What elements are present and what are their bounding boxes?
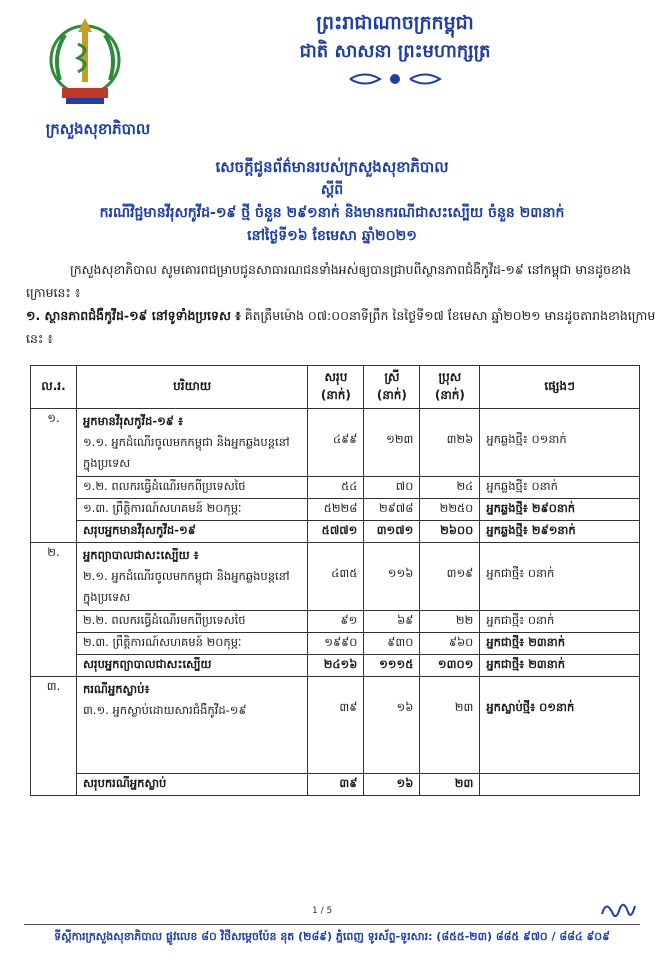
table-row <box>31 633 640 655</box>
cell-total: ១៩៩០ <box>308 633 364 655</box>
cell-total: ២៤១៦ <box>308 655 364 677</box>
title-subject-label: ស្តីពី <box>320 182 344 198</box>
cell-female: ១៦ <box>364 677 420 774</box>
section-1-text: គិតត្រឹមម៉ោង ០៧:០០នាទីព្រឹក នៃថ្ងៃទី១៧ ខែមេសា ឆ្នាំ២០២១ មានដូចតារាងខាងក្រោមនេះ ៖ <box>26 308 656 346</box>
table-row <box>31 611 640 633</box>
national-motto: ជាតិ សាសនា ព្រះមហាក្សត្រ <box>299 41 491 62</box>
cell-male: ២៣ <box>420 677 480 774</box>
signature-mark-icon <box>598 898 638 924</box>
col-header-description: បរិយាយ <box>76 366 307 409</box>
footer-address: ទីស្តីការក្រសួងសុខាភិបាល ផ្លូវលេខ ៨០ វិថីសម្តេចប៉ែន នុត (២៨៩) ភ្នំពេញ ទូរស័ព្ទ-ទូរសារ: (៨៥៥-២៣) ៨៨៥ ៩៧០ / ៨៨៤ ៩០៩ <box>54 930 610 943</box>
cell-other: អ្នកឆ្លងថ្មី៖ ២៩០នាក់ <box>480 499 640 521</box>
table-row <box>31 409 640 477</box>
cell-male: ៣១៩ <box>420 543 480 611</box>
page-number: 1 / 5 <box>312 906 333 916</box>
cell-other: អ្នកឆ្លងថ្មី៖ ២៩១នាក់ <box>480 521 640 543</box>
cell-total: ៥៧៧១ <box>308 521 364 543</box>
cell-male: ៩៦០ <box>420 633 480 655</box>
table-total-row <box>31 521 640 543</box>
ornament-divider-icon <box>330 68 460 90</box>
col-header-male: ប្រុស (នាក់) <box>420 366 480 409</box>
group-title: ករណីអ្នកស្លាប់៖ <box>82 682 150 696</box>
covid-stats-table <box>30 365 640 796</box>
cell-total: ៣៩ <box>308 677 364 774</box>
cell-total: ៤៣៥ <box>308 543 364 611</box>
cell-other <box>480 774 640 796</box>
cell-female: ២៩៧៨ <box>364 499 420 521</box>
cell-description <box>76 543 307 611</box>
row-description: ២.១. អ្នកដំណើរចូលមកកម្ពុជា និងអ្នកឆ្លងបន្តនៅក្នុងប្រទេស <box>82 569 290 604</box>
cell-other: អ្នកជាថ្មី៖ ០នាក់ <box>480 543 640 611</box>
title-subject: ករណីវិជ្ជមានវីរុសកូវីដ-១៩ ថ្មី ចំនួន ២៩១នាក់ និងមានករណីជាសះស្បើយ ចំនួន ២៣នាក់ <box>99 205 565 221</box>
group-number: ២. <box>31 543 77 677</box>
table-total-row <box>31 774 640 796</box>
row-description: សរុបអ្នកមានវីរុសកូវីដ-១៩ <box>76 521 307 543</box>
cell-other: អ្នកឆ្លងថ្មី៖ ០នាក់ <box>480 477 640 499</box>
cell-description <box>76 677 307 774</box>
section-1-heading: ១. ស្ថានភាពជំងឺកូវីដ-១៩ នៅទូទាំងប្រទេស ៖ <box>26 308 241 323</box>
row-description: ១.២. ពលករធ្វើដំណើរមកពីប្រទេសថៃ <box>76 477 307 499</box>
ministry-logo <box>40 10 130 110</box>
press-release-title: សេចក្តីជូនព័ត៌មានរបស់ក្រសួងសុខាភិបាល <box>215 158 449 176</box>
cell-female: ១២៣ <box>364 409 420 477</box>
table-total-row <box>31 655 640 677</box>
cell-female: ៧០ <box>364 477 420 499</box>
cell-male: ៣២៦ <box>420 409 480 477</box>
cell-description <box>76 409 307 477</box>
col-header-other: ផ្សេងៗ <box>480 366 640 409</box>
col-header-female: ស្រី (នាក់) <box>364 366 420 409</box>
group-number: ១. <box>31 409 77 543</box>
footer-divider <box>24 924 640 925</box>
row-description: ១.១. អ្នកដំណើរចូលមកកម្ពុជា និងអ្នកឆ្លងបន្តនៅក្នុងប្រទេស <box>82 435 290 470</box>
cell-other: អ្នកជាថ្មី៖ ២៣នាក់ <box>480 655 640 677</box>
col-header-total: សរុប (នាក់) <box>308 366 364 409</box>
cell-other: អ្នកឆ្លងថ្មី៖ ០១នាក់ <box>480 409 640 477</box>
section-1-paragraph <box>26 304 656 350</box>
cell-total: ៣៩ <box>308 774 364 796</box>
intro-paragraph: ក្រសួងសុខាភិបាល សូមគោរពជម្រាបជូនសាធារណជនទាំងអស់ឲ្យបានជ្រាបពីស្ថានភាពជំងឺកូវីដ-១៩ នៅកម្ពុជា មានដូចខាងក្រោមនេះ ៖ <box>26 262 631 300</box>
cell-female: ៦៩ <box>364 611 420 633</box>
group-title: អ្នកព្យាបាលជាសះស្បើយ ៖ <box>82 548 199 562</box>
cell-total: ៥៤ <box>308 477 364 499</box>
table-row <box>31 499 640 521</box>
table-row <box>31 543 640 611</box>
group-title: អ្នកមានវីរុសកូវីដ-១៩ ៖ <box>82 414 183 428</box>
cell-total: ៩១ <box>308 611 364 633</box>
cell-female: ១១១៥ <box>364 655 420 677</box>
cell-male: ២២៥០ <box>420 499 480 521</box>
table-row <box>31 677 640 774</box>
cell-total: ៥២២៨ <box>308 499 364 521</box>
row-description: ២.២. ពលករធ្វើដំណើរមកពីប្រទេសថៃ <box>76 611 307 633</box>
group-number: ៣. <box>31 677 77 796</box>
cell-female: ១៦ <box>364 774 420 796</box>
title-date: នៅថ្ងៃទី១៦ ខែមេសា ឆ្នាំ២០២១ <box>247 228 417 244</box>
cell-other: អ្នកជាថ្មី៖ ២៣នាក់ <box>480 633 640 655</box>
cell-male: ២២ <box>420 611 480 633</box>
ministry-name: ក្រសួងសុខាភិបាល <box>45 120 151 138</box>
row-description: ៣.១. អ្នកស្លាប់ដោយសារជំងឺកូវីដ-១៩ <box>82 703 247 717</box>
cell-male: ២៣ <box>420 774 480 796</box>
row-description: សរុបអ្នកព្យាបាលជាសះស្បើយ <box>76 655 307 677</box>
cell-male: ២៤ <box>420 477 480 499</box>
cell-male: ១៣០១ <box>420 655 480 677</box>
kingdom-heading: ព្រះរាជាណាចក្រកម្ពុជា <box>316 12 474 34</box>
cell-female: ៩៣០ <box>364 633 420 655</box>
table-header-row <box>31 366 640 409</box>
row-description: សរុបករណីអ្នកស្លាប់ <box>76 774 307 796</box>
cell-female: ១១៦ <box>364 543 420 611</box>
cell-total: ៤៩៩ <box>308 409 364 477</box>
cell-male: ២៦០០ <box>420 521 480 543</box>
cell-female: ៣១៧១ <box>364 521 420 543</box>
cell-other: អ្នកជាថ្មី៖ ០នាក់ <box>480 611 640 633</box>
col-header-no: ល.រ. <box>31 366 77 409</box>
table-row <box>31 477 640 499</box>
cell-other: អ្នកស្លាប់ថ្មី៖ ០១នាក់ <box>480 677 640 774</box>
row-description: ១.៣. ព្រឹត្តិការណ៍សហគមន៍ ២០កុម្ភៈ <box>76 499 307 521</box>
row-description: ២.៣. ព្រឹត្តិការណ៍សហគមន៍ ២០កុម្ភៈ <box>76 633 307 655</box>
